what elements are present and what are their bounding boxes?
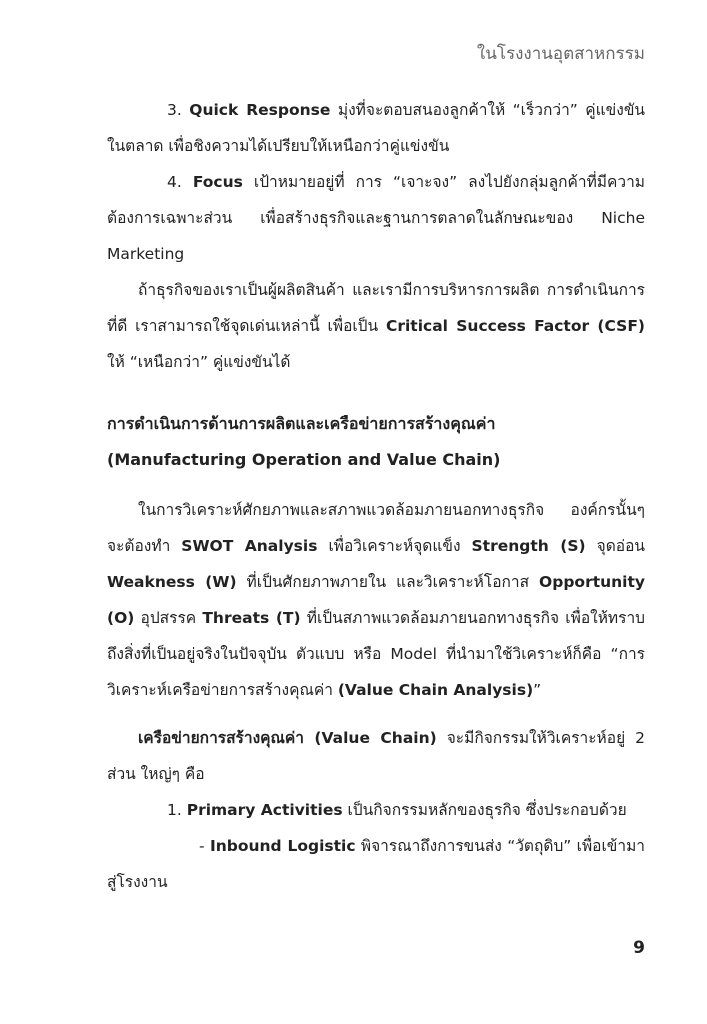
paragraph-focus	[107, 164, 645, 272]
term-strength: Strength (S)	[471, 537, 586, 555]
paragraph-text: ที่เป็นสภาพแวดล้อมภายนอกทางธุรกิจ เพื่อให้ทราบถึงสิ่งที่เป็นอยู่จริงในปัจจุบัน ตัวแบบ หรือ Model ที่นำมาใช้วิเคราะห์ก็คือ “การวิเคราะห์เครือข่ายการสร้างคุณค่า	[107, 609, 646, 699]
term-csf: Critical Success Factor (CSF)	[385, 317, 645, 335]
term-value-chain: เครือข่ายการสร้างคุณค่า (Value Chain)	[138, 729, 437, 747]
paragraph-text: อุปสรรค	[134, 609, 203, 627]
page-number: 9	[633, 938, 645, 958]
list-number: 3.	[167, 101, 190, 119]
running-header: ในโรงงานอุตสาหกรรม	[476, 44, 645, 64]
paragraph-text: ถ้าธุรกิจของเราเป็นผู้ผลิตสินค้า และเรามีการบริหารการผลิต การดำเนินการที่ดี เราสามารถใช้จุดเด่นเหล่านี้ เพื่อเป็น	[107, 281, 645, 335]
paragraph-text: จะมีกิจกรรมให้วิเคราะห์อยู่ 2 ส่วน ใหญ่ๆ คือ	[107, 729, 645, 783]
paragraph-csf	[107, 272, 645, 380]
term-inbound-logistic: Inbound Logistic	[209, 837, 356, 855]
section-heading-thai: การดำเนินการด้านการผลิตและเครือข่ายการสร้างคุณค่า	[107, 414, 496, 433]
term-weakness: Weakness (W)	[107, 573, 237, 591]
paragraph-text: ที่เป็นศักยภาพภายใน และวิเคราะห์โอกาส	[236, 573, 540, 591]
paragraph-text: เพื่อวิเคราะห์จุดแข็ง	[317, 537, 472, 555]
list-bullet: -	[199, 837, 210, 855]
term-quick-response: Quick Response	[189, 101, 331, 119]
term-primary-activities: Primary Activities	[186, 801, 343, 819]
term-value-chain-analysis: (Value Chain Analysis)	[337, 681, 534, 699]
term-swot: SWOT Analysis	[181, 537, 318, 555]
section-heading-english: (Manufacturing Operation and Value Chain)	[107, 450, 501, 469]
paragraph-quick-response	[107, 92, 645, 164]
paragraph-text: ”	[533, 681, 542, 699]
list-number: 4.	[167, 173, 193, 191]
list-number: 1.	[167, 801, 187, 819]
paragraph-text: ให้ “เหนือกว่า” คู่แข่งขันได้	[107, 353, 291, 371]
paragraph-inbound-logistic	[107, 828, 645, 900]
paragraph-primary-activities	[107, 792, 645, 828]
paragraph-text: เป็นกิจกรรมหลักของธุรกิจ ซึ่งประกอบด้วย	[342, 801, 627, 819]
paragraph-text: เป้าหมายอยู่ที่ การ “เจาะจง” ลงไปยังกลุ่มลูกค้าที่มีความต้องการเฉพาะส่วน เพื่อสร้างธุรกิจและฐานการตลาดในลักษณะของ Niche Marketing	[107, 173, 645, 263]
paragraph-text: พิจารณาถึงการขนส่ง “วัตถุดิบ” เพื่อเข้ามาสู่โรงงาน	[107, 837, 645, 891]
term-threats: Threats (T)	[202, 609, 301, 627]
paragraph-swot	[107, 492, 645, 708]
paragraph-text: ในการวิเคราะห์ศักยภาพและสภาพแวดล้อมภายนอกทางธุรกิจ องค์กรนั้นๆ จะต้องทำ	[107, 501, 645, 555]
page-body	[107, 92, 645, 900]
paragraph-text: จุดอ่อน	[585, 537, 645, 555]
term-focus: Focus	[192, 173, 243, 191]
paragraph-text: มุ่งที่จะตอบสนองลูกค้าให้ “เร็วกว่า” คู่แข่งขันในตลาด เพื่อชิงความได้เปรียบให้เหนือกว่าคู่แข่งขัน	[107, 101, 646, 155]
term-opportunity: Opportunity (O)	[107, 573, 646, 627]
paragraph-value-chain	[107, 720, 645, 792]
